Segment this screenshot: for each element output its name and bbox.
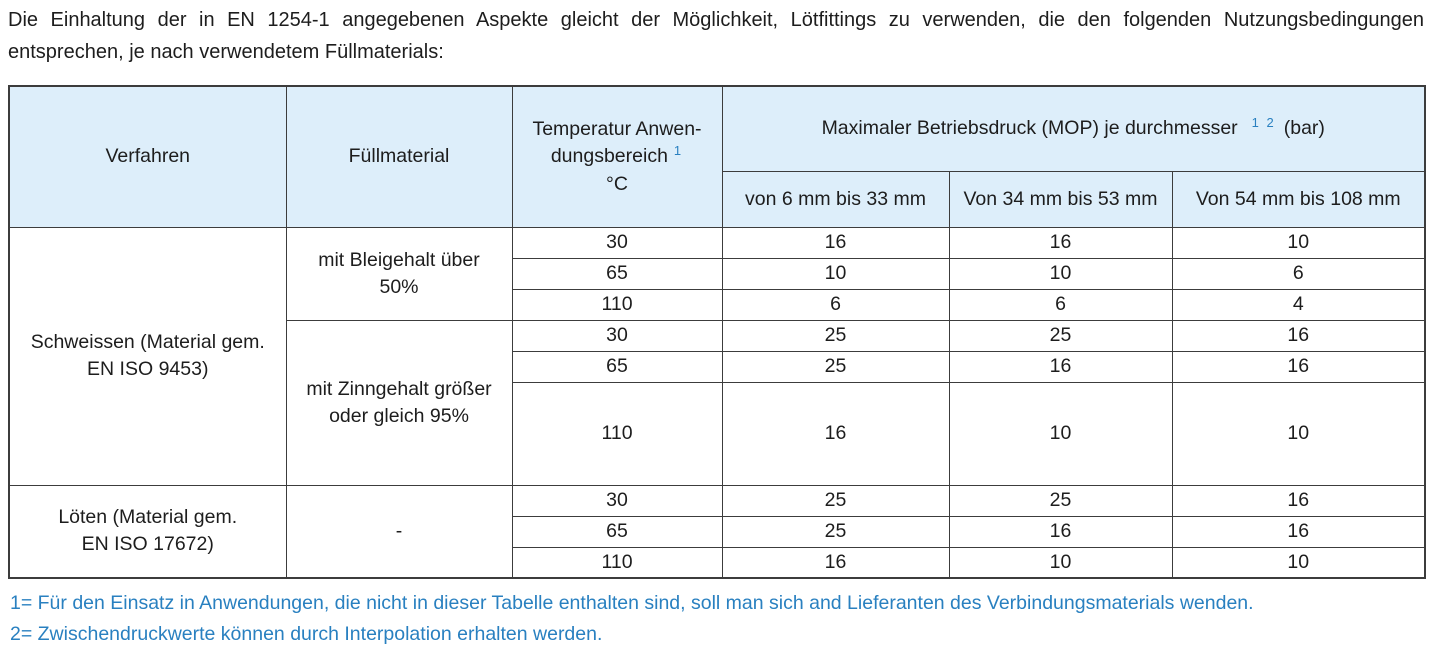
footnote-2: 2= Zwischendruckwerte können durch Interpolation erhalten werden. <box>10 623 603 645</box>
group-cell-bleigehalt: mit Bleigehalt über 50% <box>286 227 512 320</box>
cell-mop-small: 25 <box>722 320 949 351</box>
cell-mop-medium: 16 <box>949 227 1172 258</box>
header-verfahren: Verfahren <box>9 86 286 227</box>
group-cell-loeten: Löten (Material gem. EN ISO 17672) <box>9 485 286 578</box>
cell-mop-small: 16 <box>722 382 949 485</box>
header-diameter-medium: Von 34 mm bis 53 mm <box>949 171 1172 227</box>
cell-mop-small: 16 <box>722 227 949 258</box>
table-header <box>9 86 1425 227</box>
header-temperatur-line2: dungsbereich $^1$ <box>550 142 684 167</box>
header-diameter-small: von 6 mm bis 33 mm <box>722 171 949 227</box>
table-row <box>9 485 1425 516</box>
header-mop-label: Maximaler Betriebsdruck (MOP) je durchmesser <box>821 116 1238 139</box>
cell-mop-small: 10 <box>722 258 949 289</box>
cell-mop-large: 10 <box>1172 382 1425 485</box>
footnotes <box>10 588 1424 650</box>
cell-temp: 30 <box>512 227 722 258</box>
cell-mop-small: 25 <box>722 516 949 547</box>
header-fuellmaterial: Füllmaterial <box>286 86 512 227</box>
footnote-ref-1: 1 <box>673 142 684 158</box>
cell-temp: 65 <box>512 351 722 382</box>
header-mop <box>722 86 1425 171</box>
cell-temp: 110 <box>512 547 722 578</box>
cell-mop-medium: 25 <box>949 320 1172 351</box>
cell-temp: 30 <box>512 320 722 351</box>
cell-temp: 110 <box>512 289 722 320</box>
header-temperatur <box>512 86 722 227</box>
header-temperatur-unit: °C <box>606 172 628 195</box>
cell-mop-medium: 16 <box>949 516 1172 547</box>
cell-mop-large: 16 <box>1172 516 1425 547</box>
intro-paragraph: Die Einhaltung der in EN 1254-1 angegebenen Aspekte gleicht der Möglichkeit, Lötfittings zu verwenden, die den folgenden Nutzungsbedingungen entsprechen, je nach verwendetem Füllmaterials: <box>8 9 1424 63</box>
cell-mop-medium: 10 <box>949 258 1172 289</box>
cell-temp: 65 <box>512 516 722 547</box>
cell-mop-large: 16 <box>1172 351 1425 382</box>
cell-mop-medium: 10 <box>949 382 1172 485</box>
table-body <box>9 227 1425 578</box>
footnote-ref-12: 1 2 <box>1251 114 1276 130</box>
cell-temp: 110 <box>512 382 722 485</box>
cell-mop-medium: 16 <box>949 351 1172 382</box>
cell-mop-small: 16 <box>722 547 949 578</box>
group-cell-zinngehalt: mit Zinngehalt größer oder gleich 95% <box>286 320 512 485</box>
cell-mop-large: 10 <box>1172 547 1425 578</box>
mop-spec-table <box>8 85 1426 579</box>
cell-mop-large: 16 <box>1172 485 1425 516</box>
cell-mop-large: 6 <box>1172 258 1425 289</box>
table-row <box>9 227 1425 258</box>
cell-mop-small: 25 <box>722 351 949 382</box>
cell-mop-large: 16 <box>1172 320 1425 351</box>
header-diameter-large: Von 54 mm bis 108 mm <box>1172 171 1425 227</box>
footnote-1: 1= Für den Einsatz in Anwendungen, die nicht in dieser Tabelle enthalten sind, soll man sich and Lieferanten des Verbindungsmaterials wenden. <box>10 592 1254 614</box>
header-mop-unit: (bar) <box>1283 116 1325 139</box>
cell-mop-small: 25 <box>722 485 949 516</box>
cell-mop-medium: 6 <box>949 289 1172 320</box>
group-cell-loeten-fuellmaterial: - <box>286 485 512 578</box>
cell-temp: 65 <box>512 258 722 289</box>
cell-mop-large: 10 <box>1172 227 1425 258</box>
cell-mop-small: 6 <box>722 289 949 320</box>
group-cell-schweissen: Schweissen (Material gem. EN ISO 9453) <box>9 227 286 485</box>
cell-mop-medium: 25 <box>949 485 1172 516</box>
cell-mop-medium: 10 <box>949 547 1172 578</box>
header-temperatur-line1: Temperatur Anwen- <box>532 117 702 140</box>
cell-mop-large: 4 <box>1172 289 1425 320</box>
cell-temp: 30 <box>512 485 722 516</box>
